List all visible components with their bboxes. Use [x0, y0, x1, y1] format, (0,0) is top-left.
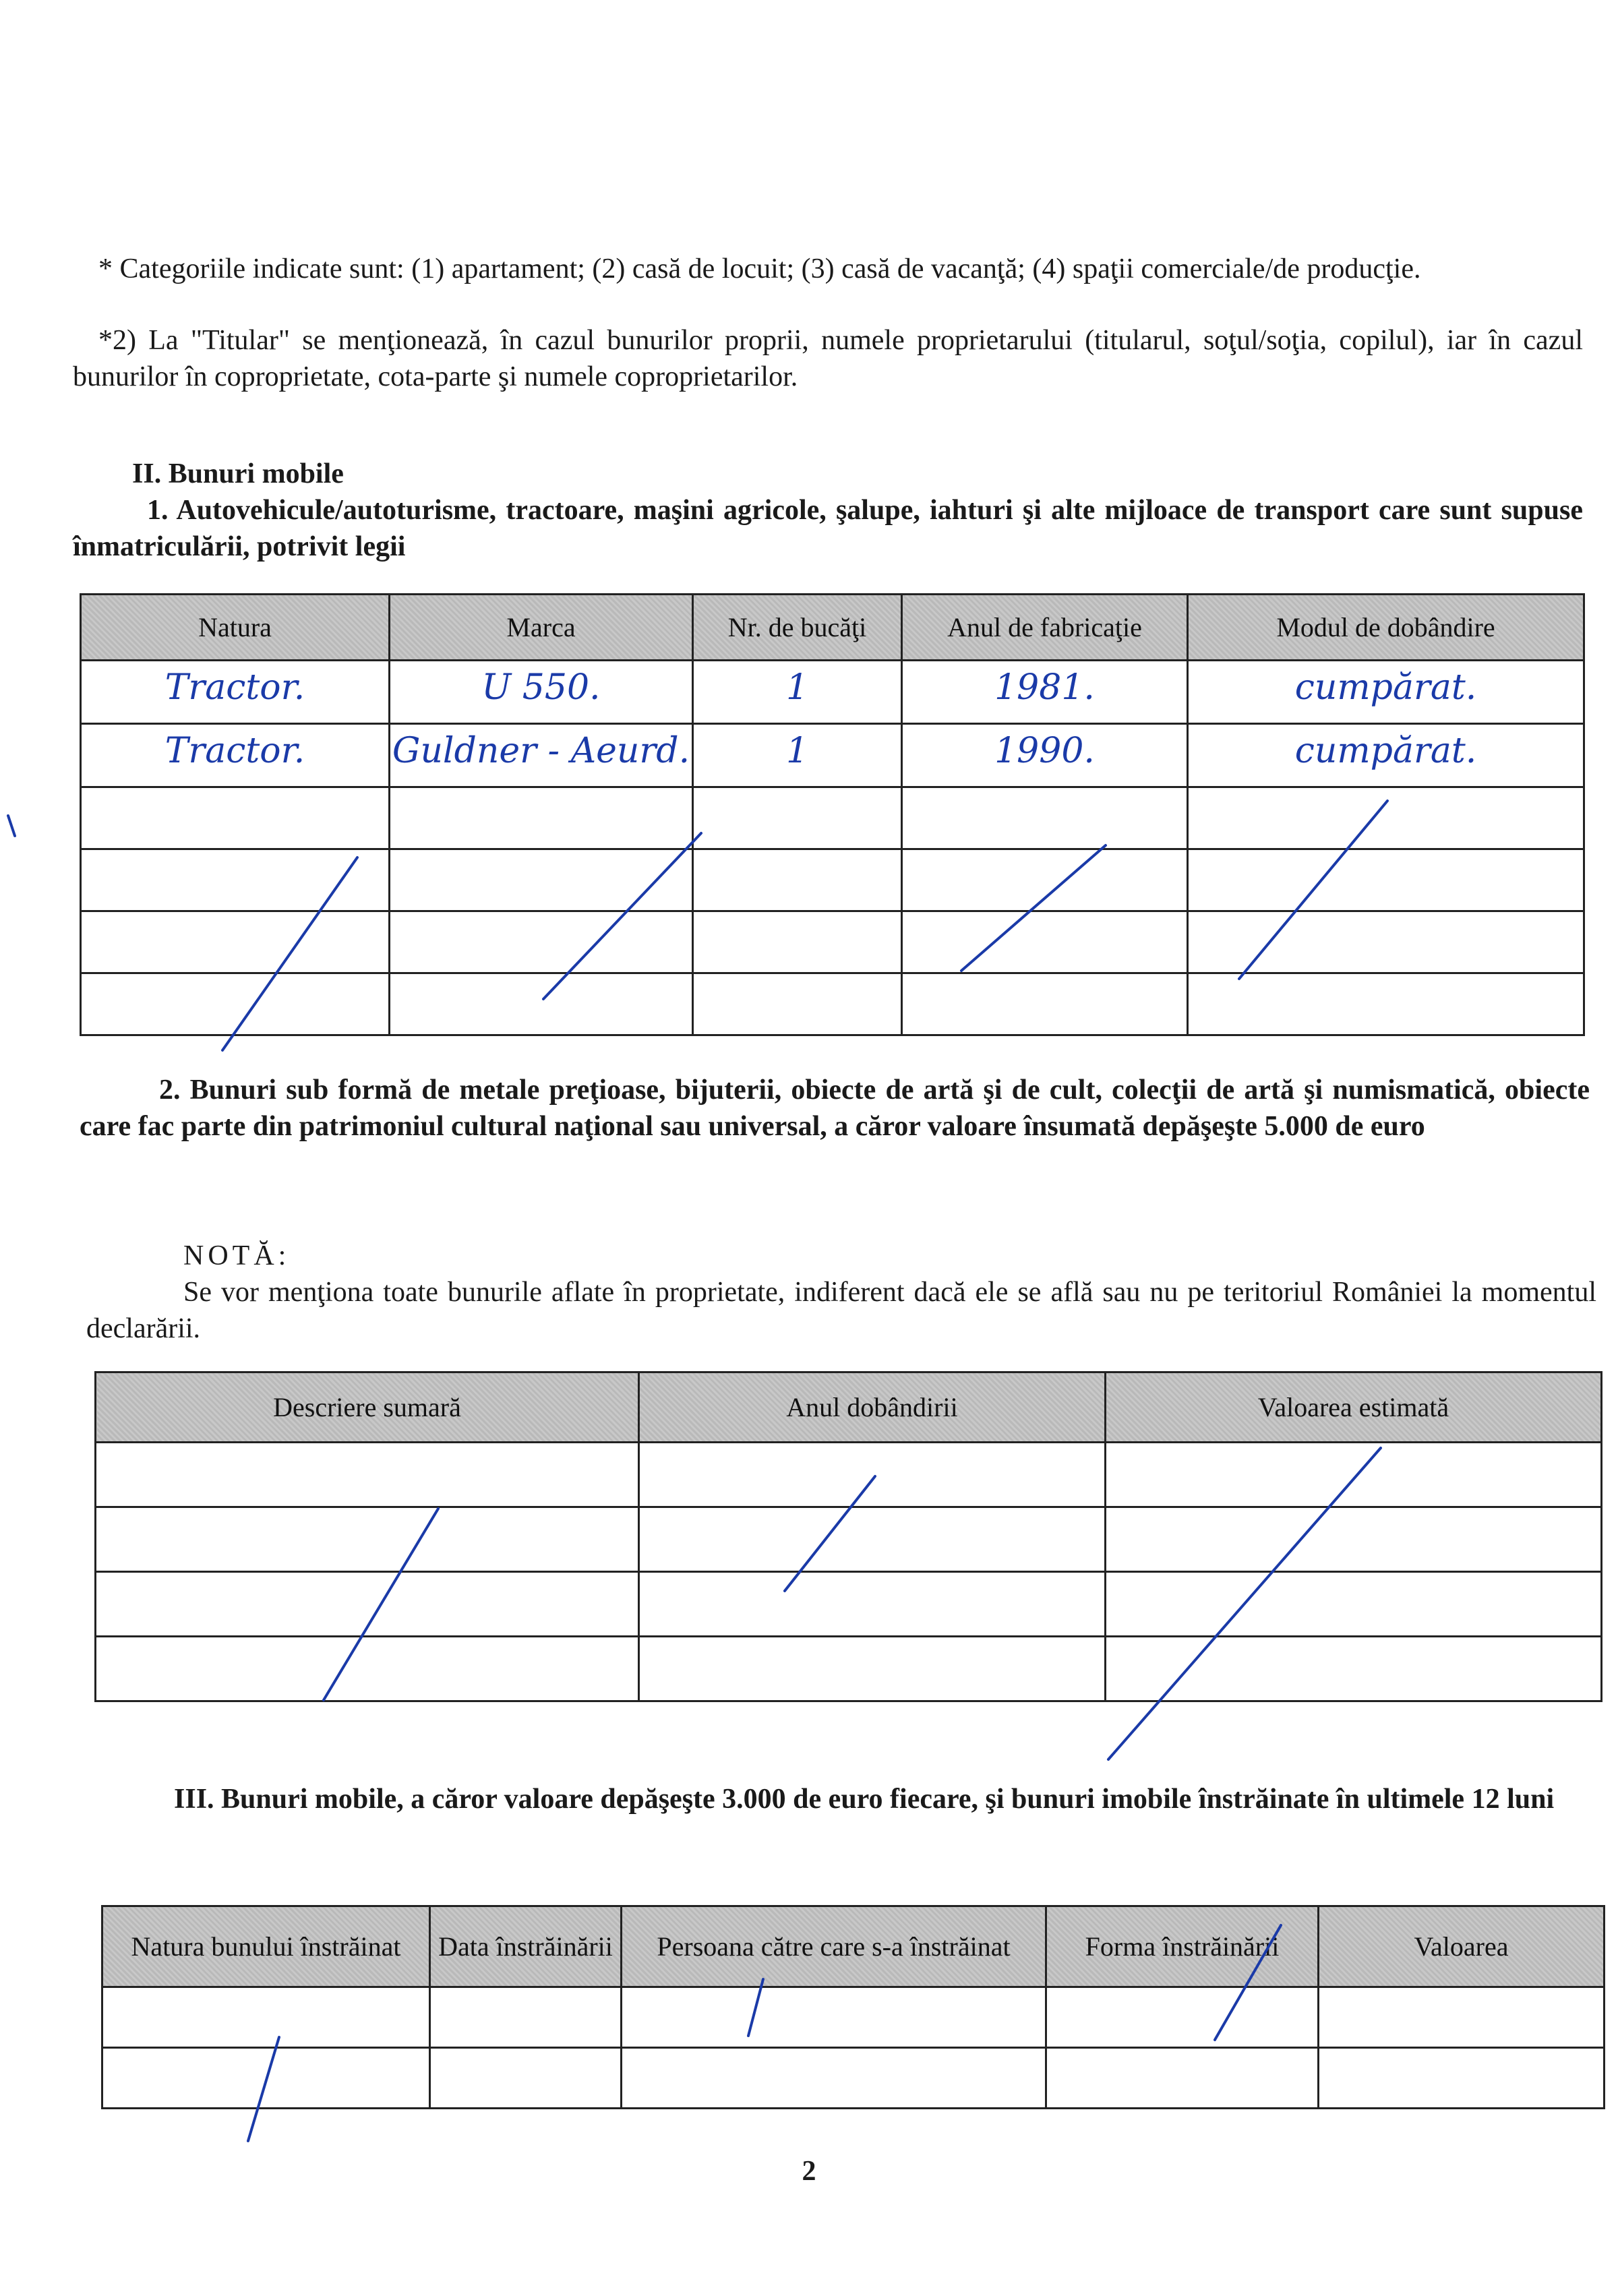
table-cell [81, 661, 390, 724]
col-header-natura: Natura [81, 595, 390, 661]
table-cell [1188, 973, 1584, 1035]
col-header-data-instrainarii: Data înstrăinării [430, 1906, 622, 1987]
handwritten-entry: Guldner - Aeurd. [392, 731, 690, 771]
table-cell [390, 849, 693, 911]
table-row [96, 1637, 1602, 1701]
table-row [96, 1507, 1602, 1572]
table-cell [639, 1637, 1106, 1701]
table-cell [81, 724, 390, 787]
table-cell [693, 911, 902, 973]
handwritten-entry: cumpărat. [1294, 731, 1477, 771]
nota-label: NOTĂ: [183, 1240, 291, 1271]
handwritten-entry: 1 [785, 667, 809, 708]
table-cell [693, 787, 902, 849]
table-cell [693, 973, 902, 1035]
table-cell [693, 849, 902, 911]
handwritten-entry: 1990. [994, 731, 1095, 771]
table-cell [639, 1443, 1106, 1507]
table-cell [639, 1507, 1106, 1572]
page-number: 2 [802, 2156, 816, 2187]
table-cell [81, 787, 390, 849]
table-cell [102, 1987, 430, 2048]
table-cell [1188, 661, 1584, 724]
table-cell [902, 973, 1188, 1035]
nota-text: Se vor menţiona toate bunurile aflate în proprietate, indiferent dacă ele se află sau nu pe teritoriul României la momentul declarării. [86, 1277, 1596, 1344]
table-cell [1106, 1572, 1602, 1637]
pen-stroke [8, 816, 15, 836]
col-header-nr-bucati: Nr. de bucăţi [693, 595, 902, 661]
col-header-anul-dobandirii: Anul dobândirii [639, 1372, 1106, 1443]
table-cell [81, 973, 390, 1035]
handwritten-entry: 1 [785, 731, 809, 771]
table-cell [102, 2048, 430, 2109]
handwritten-entry: 1981. [994, 667, 1095, 708]
col-header-modul-dobandire: Modul de dobândire [1188, 595, 1584, 661]
footnote-titular: *2) La "Titular" se menţionează, în cazul bunurilor proprii, numele proprietarului (titularul, soţul/soţia, copilul), iar în cazul bunurilor în coproprietate, cota-parte şi numele coproprietarilor. [73, 325, 1583, 392]
table-cell [902, 787, 1188, 849]
table-row [102, 1987, 1605, 2048]
table-cell [693, 661, 902, 724]
col-header-descriere: Descriere sumară [96, 1372, 639, 1443]
handwritten-entry: Tractor. [164, 667, 305, 708]
table-cell [1106, 1443, 1602, 1507]
table-cell [1188, 787, 1584, 849]
table-row [81, 724, 1584, 787]
table-cell [430, 2048, 622, 2109]
table-cell [1188, 911, 1584, 973]
table-row [81, 849, 1584, 911]
vehicles-table [80, 593, 1585, 1036]
table-row [102, 2048, 1605, 2109]
table-cell [81, 911, 390, 973]
table-cell [390, 787, 693, 849]
table-row [96, 1572, 1602, 1637]
table-cell [430, 1987, 622, 2048]
table-cell [902, 724, 1188, 787]
table-cell [81, 849, 390, 911]
table-cell [96, 1637, 639, 1701]
col-header-natura-bunului: Natura bunului înstrăinat [102, 1906, 430, 1987]
table-cell [622, 1987, 1046, 2048]
handwritten-entry: cumpărat. [1294, 667, 1477, 708]
table-cell [1188, 724, 1584, 787]
section-3-title: III. Bunuri mobile, a căror valoare depăşeşte 3.000 de euro fiecare, şi bunuri imobile înstrăinate în ultimele 12 luni [174, 1784, 1555, 1815]
table-cell [622, 2048, 1046, 2109]
table-cell [902, 661, 1188, 724]
table-cell [1046, 1987, 1319, 2048]
footnote-categories: * Categoriile indicate sunt: (1) apartament; (2) casă de locuit; (3) casă de vacanţă; (4) spaţii comerciale/de producţie. [98, 253, 1421, 284]
table-cell [390, 661, 693, 724]
handwritten-entry: Tractor. [164, 731, 305, 771]
table-cell [1106, 1507, 1602, 1572]
alienated-goods-table [101, 1905, 1605, 2109]
table-row [81, 787, 1584, 849]
valuables-table [94, 1371, 1602, 1702]
table-cell [1188, 849, 1584, 911]
table-row [81, 661, 1584, 724]
handwritten-entry: U 550. [481, 667, 601, 708]
table-cell [693, 724, 902, 787]
table-cell [390, 973, 693, 1035]
table-row [96, 1443, 1602, 1507]
table-cell [390, 911, 693, 973]
col-header-valoarea: Valoarea [1319, 1906, 1605, 1987]
section-2-subtitle-2: 2. Bunuri sub formă de metale preţioase, bijuterii, obiecte de artă şi de cult, colecţii de artă şi numismatică, obiecte care fac parte din patrimoniul cultural naţional sau universal, a căror valoare însumată depăşeşte 5.000 de euro [80, 1075, 1590, 1142]
table-cell [902, 849, 1188, 911]
col-header-marca: Marca [390, 595, 693, 661]
table-cell [1106, 1637, 1602, 1701]
table-row [81, 973, 1584, 1035]
section-2-title: II. Bunuri mobile [132, 458, 344, 489]
table-row [81, 911, 1584, 973]
col-header-persoana: Persoana către care s-a înstrăinat [622, 1906, 1046, 1987]
table-cell [390, 724, 693, 787]
table-cell [1046, 2048, 1319, 2109]
table-cell [639, 1572, 1106, 1637]
col-header-forma-instrainarii: Forma înstrăinării [1046, 1906, 1319, 1987]
table-cell [1319, 1987, 1605, 2048]
col-header-anul-fabricatie: Anul de fabricaţie [902, 595, 1188, 661]
table-cell [902, 911, 1188, 973]
col-header-valoarea-estimata: Valoarea estimată [1106, 1372, 1602, 1443]
table-cell [96, 1572, 639, 1637]
table-cell [96, 1443, 639, 1507]
section-2-subtitle-1: 1. Autovehicule/autoturisme, tractoare, maşini agricole, şalupe, iahturi şi alte mijloace de transport care sunt supuse înmatriculării, potrivit legii [73, 495, 1583, 562]
table-cell [1319, 2048, 1605, 2109]
table-cell [96, 1507, 639, 1572]
